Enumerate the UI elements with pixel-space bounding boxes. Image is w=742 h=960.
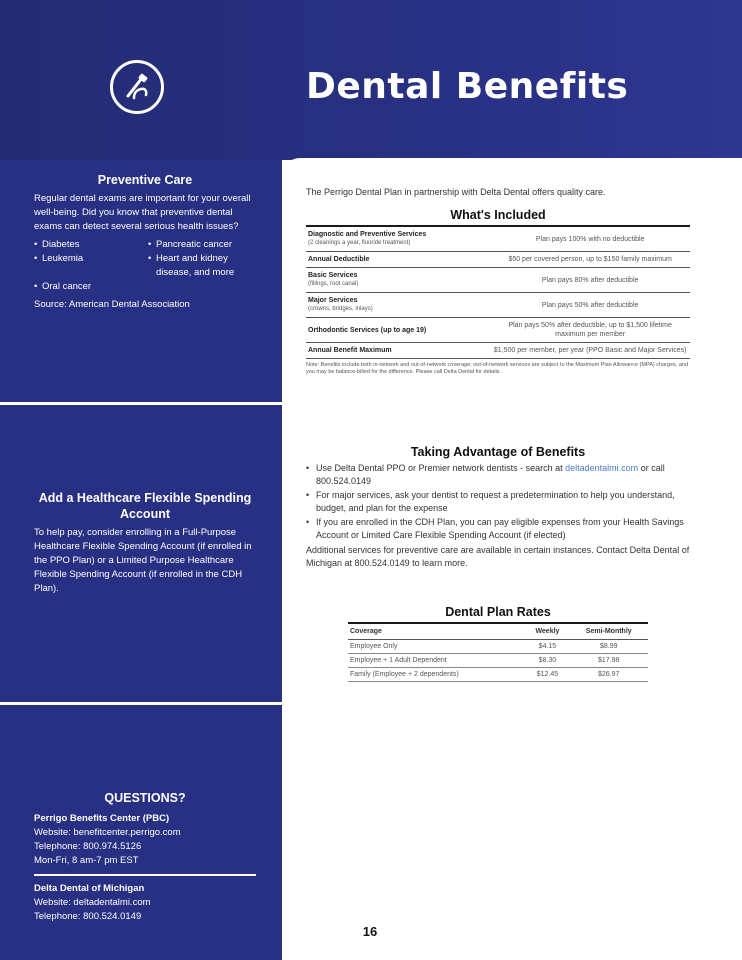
page-title: Dental Benefits bbox=[306, 66, 629, 107]
list-item bbox=[306, 462, 690, 488]
row-value: Plan pays 50% after deductible, up to $1,500 lifetime maximum per member bbox=[490, 318, 690, 343]
table-cell: Employee Only bbox=[348, 640, 525, 654]
table-header-row bbox=[348, 623, 648, 640]
preventive-source: Source: American Dental Association bbox=[34, 299, 190, 310]
advantage-list bbox=[306, 462, 690, 542]
rates-section bbox=[306, 606, 690, 682]
questions-box bbox=[34, 790, 256, 924]
intro-text: The Perrigo Dental Plan in partnership with Delta Dental offers quality care. bbox=[306, 187, 606, 197]
contact-name: Delta Dental of Michigan bbox=[34, 883, 145, 894]
bullet-item: • Pancreatic cancer bbox=[148, 238, 256, 252]
row-label: Basic Services bbox=[308, 272, 358, 279]
dental-website-link[interactable]: deltadentalmi.com bbox=[565, 463, 639, 473]
table-cell: $17.98 bbox=[569, 654, 648, 668]
list-item-text: For major services, ask your dentist to request a predetermination to help you understand, budget, and plan for the expense bbox=[316, 490, 675, 513]
contact-divider bbox=[34, 874, 256, 876]
table-cell: $12.45 bbox=[525, 668, 569, 682]
table-cell: $26.97 bbox=[569, 668, 648, 682]
row-label: Annual Deductible bbox=[308, 256, 370, 263]
included-section bbox=[306, 186, 690, 376]
list-item bbox=[306, 516, 690, 542]
rates-table bbox=[348, 622, 648, 682]
table-row bbox=[306, 293, 690, 318]
list-item-text: Use Delta Dental PPO or Premier network dentists - search at bbox=[316, 463, 563, 473]
tooth-brush-logo-icon bbox=[110, 60, 164, 114]
row-sublabel: (crowns, bridges, inlays) bbox=[308, 306, 373, 312]
sidebar-divider bbox=[0, 702, 282, 705]
table-row bbox=[348, 640, 648, 654]
table-cell: Family (Employee + 2 dependents) bbox=[348, 668, 525, 682]
advantage-footer: Additional services for preventive care are available in certain instances. Contact Delta Dental of Michigan at 800.524.0149 to learn more. bbox=[306, 545, 690, 568]
table-row bbox=[306, 268, 690, 293]
questions-title: QUESTIONS? bbox=[104, 791, 186, 805]
included-table bbox=[306, 225, 690, 359]
row-value: Plan pays 80% after deductible bbox=[490, 268, 690, 293]
preventive-title: Preventive Care bbox=[97, 173, 193, 187]
included-note: Note: Benefits include both in-network and out-of-network coverage; out-of-network services are subject to the Maximum Plan Allowance (MPA) charges, and you may be balance-billed for the difference. Please call Delta Dental for details. bbox=[306, 362, 689, 375]
fsa-body: To help pay, consider enrolling in a Full-Purpose Healthcare Flexible Spending Account (if enrolled in the PPO Plan) or a Limited Purpose Healthcare Flexible Spending Account (if enrolled in the CDH Plan). bbox=[34, 527, 252, 594]
preventive-body: Regular dental exams are important for your overall well-being. Did you know that preventive dental exams can detect several serious health issues? bbox=[34, 193, 251, 232]
row-label: Major Services bbox=[308, 297, 358, 304]
row-label: Diagnostic and Preventive Services bbox=[308, 231, 427, 238]
table-cell: Employee + 1 Adult Dependent bbox=[348, 654, 525, 668]
page-number: 16 bbox=[362, 924, 378, 939]
list-item-text: If you are enrolled in the CDH Plan, you can pay eligible expenses from your Health Savings Account or Limited Care Flexible Spending Account (if elected) bbox=[316, 517, 684, 540]
contact-hours: Mon-Fri, 8 am-7 pm EST bbox=[34, 855, 139, 866]
bullet-item: • Leukemia bbox=[34, 252, 142, 280]
preventive-bullets bbox=[34, 238, 256, 294]
row-label: Annual Benefit Maximum bbox=[308, 347, 392, 354]
table-row bbox=[348, 668, 648, 682]
sidebar-divider bbox=[0, 402, 282, 405]
contact-name: Perrigo Benefits Center (PBC) bbox=[34, 813, 170, 824]
row-value: $50 per covered person, up to $150 family maximum bbox=[490, 252, 690, 268]
contact-website[interactable]: Website: deltadentalmi.com bbox=[34, 897, 151, 908]
fsa-title: Add a Healthcare Flexible Spending Account bbox=[38, 491, 252, 521]
contact-phone[interactable]: Telephone: 800.974.5126 bbox=[34, 841, 142, 852]
preventive-care-box bbox=[34, 172, 256, 312]
included-title: What's Included bbox=[450, 208, 546, 222]
contact-phone[interactable]: Telephone: 800.524.0149 bbox=[34, 911, 142, 922]
list-item-text: or call 800.524.0149 bbox=[316, 463, 665, 486]
table-cell: $8.99 bbox=[569, 640, 648, 654]
row-sublabel: (2 cleanings a year, fluoride treatment) bbox=[308, 240, 411, 246]
row-sublabel: (fillings, root canal) bbox=[308, 281, 359, 287]
rates-title: Dental Plan Rates bbox=[445, 605, 551, 619]
bullet-item: • Diabetes bbox=[34, 238, 142, 252]
table-cell: $8.30 bbox=[525, 654, 569, 668]
table-row bbox=[306, 226, 690, 252]
list-item bbox=[306, 489, 690, 515]
row-value: Plan pays 50% after deductible bbox=[490, 293, 690, 318]
table-row bbox=[348, 654, 648, 668]
advantage-section bbox=[306, 446, 690, 570]
contact-website[interactable]: Website: benefitcenter.perrigo.com bbox=[34, 827, 181, 838]
column-header: Semi-Monthly bbox=[569, 623, 648, 640]
column-header: Weekly bbox=[525, 623, 569, 640]
table-row bbox=[306, 252, 690, 268]
column-header: Coverage bbox=[348, 623, 525, 640]
table-row bbox=[306, 343, 690, 359]
table-cell: $4.15 bbox=[525, 640, 569, 654]
table-row bbox=[306, 318, 690, 343]
bullet-item: • Heart and kidney disease, and more bbox=[148, 252, 256, 280]
row-value: Plan pays 100% with no deductible bbox=[490, 226, 690, 252]
row-label: Orthodontic Services (up to age 19) bbox=[308, 326, 427, 334]
fsa-box bbox=[34, 490, 256, 596]
advantage-title: Taking Advantage of Benefits bbox=[410, 445, 586, 459]
bullet-item: • Oral cancer bbox=[34, 280, 142, 294]
row-value: $1,500 per member, per year (PPO Basic and Major Services) bbox=[490, 343, 690, 359]
